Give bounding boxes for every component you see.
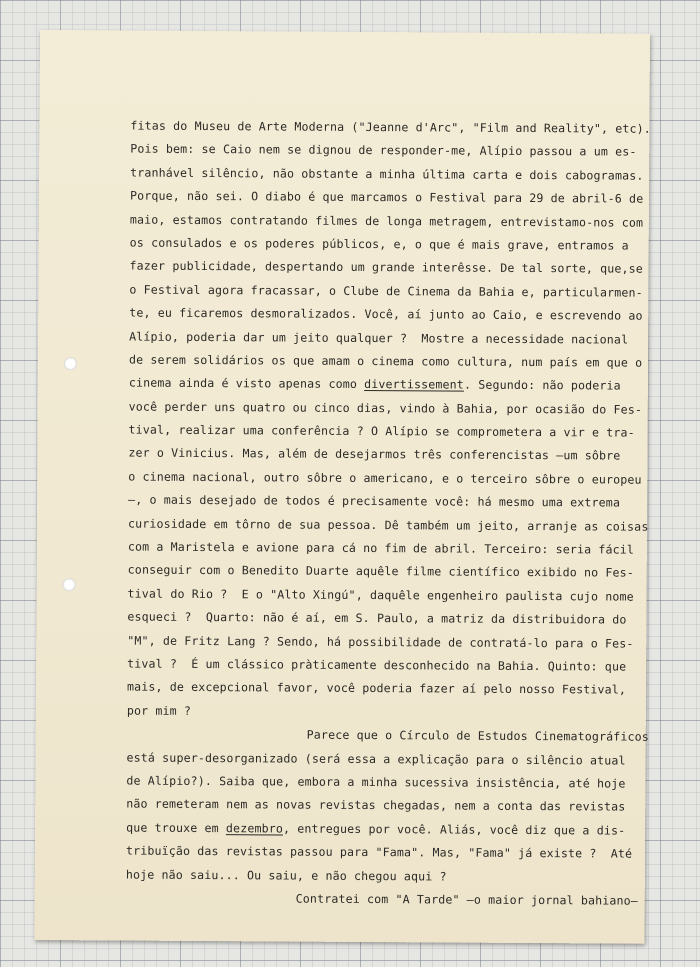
letter-line: mais, de excepcional favor, você poderia fazer aí pelo nosso Festival, xyxy=(126,679,627,697)
underlined-word: divertissement xyxy=(364,377,465,392)
letter-line: tival ? É um clássico pràticamente desconhecido na Bahia. Quinto: que xyxy=(127,656,627,674)
letter-line-with-underline: que trouxe em dezembro, entregues por você. Aliás, você diz que a dis- xyxy=(126,820,626,838)
letter-line: o cinema nacional, outro sôbre o americano, e o terceiro sôbre o europeu xyxy=(128,469,642,487)
letter-line: com a Maristela e avione para cá no fim de abril. Terceiro: seria fácil xyxy=(127,539,635,557)
letter-line: conseguir com o Benedito Duarte aquêle filme científico exibido no Fes- xyxy=(127,562,634,581)
paragraph-start-line: Contratei com "A Tarde" —o maior jornal bahiano— xyxy=(295,891,638,908)
letter-line: tival, realizar uma conferência ? O Alípio se comprometera a vir e tra- xyxy=(128,422,635,440)
typewritten-letter-page xyxy=(34,30,650,944)
letter-line: por mim ? xyxy=(126,703,192,718)
letter-line: Alípio, poderia dar um jeito qualquer ? Mostre a necessidade nacional xyxy=(129,329,629,347)
letter-line: curiosidade em tôrno de sua pessoa. Dê também um jeito, arranje as coisas xyxy=(127,516,649,534)
letter-line-with-underline: cinema ainda é visto apenas como divertissement. Segundo: não poderia xyxy=(128,375,621,393)
letter-body xyxy=(125,115,651,913)
letter-line: te, eu ficaremos desmoralizados. Você, aí junto ao Caio, e escrevendo ao xyxy=(129,305,643,323)
letter-line: tribuïção das revistas passou para "Fama". Mas, "Fama" já existe ? Até xyxy=(125,843,633,861)
letter-line: zer o Vinicius. Mas, além de desejarmos três conferencistas —um sôbre xyxy=(128,446,621,464)
paragraph-start-line: Parece que o Círculo de Estudos Cinematográficos xyxy=(306,727,649,744)
letter-line: os consulados e os poderes públicos, e, o que é mais grave, entramos a xyxy=(129,235,629,253)
letter-line: você perder uns quatro ou cinco dias, vindo à Bahia, por ocasião do Fes- xyxy=(128,399,643,417)
letter-line: fitas do Museu de Arte Moderna ("Jeanne d'Arc", "Film and Reality", etc). xyxy=(130,118,651,136)
letter-line: esqueci ? Quarto: não é aí, em S. Paulo, a matriz da distribuidora do xyxy=(127,609,627,627)
underlined-word: dezembro xyxy=(225,820,284,836)
letter-line: tival do Rio ? E o "Alto Xingú", daquêle engenheiro paulista cujo nome xyxy=(127,586,634,604)
letter-line: o Festival agora fracassar, o Clube de Cinema da Bahia e, particularmen- xyxy=(129,282,643,300)
punch-hole-icon xyxy=(63,578,76,591)
letter-line: de Alípio?). Saiba que, embora a minha sucessiva insistência, até hoje xyxy=(126,773,626,791)
letter-line: Porque, não sei. O diabo é que marcamos o Festival para 29 de abril-6 de xyxy=(129,188,644,206)
letter-line: Pois bem: se Caio nem se dignou de responder-me, Alípio passou a um es- xyxy=(130,141,637,160)
letter-line: "M", de Fritz Lang ? Sendo, há possibilidade de contratá-lo para o Fes- xyxy=(127,633,634,651)
letter-line: não remeteram nem as novas revistas chegadas, nem a conta das revistas xyxy=(126,796,626,814)
letter-line: de serem solidários os que amam o cinema como cultura, num país em que o xyxy=(128,352,643,370)
punch-hole-icon xyxy=(64,357,77,370)
letter-line: está super-desorganizado (será essa a explicação para o silêncio atual xyxy=(126,750,626,768)
letter-line: —, o mais desejado de todos é precisamente você: há mesmo uma extrema xyxy=(128,492,621,510)
letter-line: hoje não saiu... Ou saiu, e não chegou aqui ? xyxy=(125,867,447,883)
letter-line: maio, estamos contratando filmes de longa metragem, entrevistamo-nos com xyxy=(129,212,644,230)
letter-line: tranhável silêncio, não obstante a minha última carta e dois cabogramas. xyxy=(130,165,644,183)
letter-line: fazer publicidade, despertando um grande interêsse. De tal sorte, que,se xyxy=(129,258,643,277)
